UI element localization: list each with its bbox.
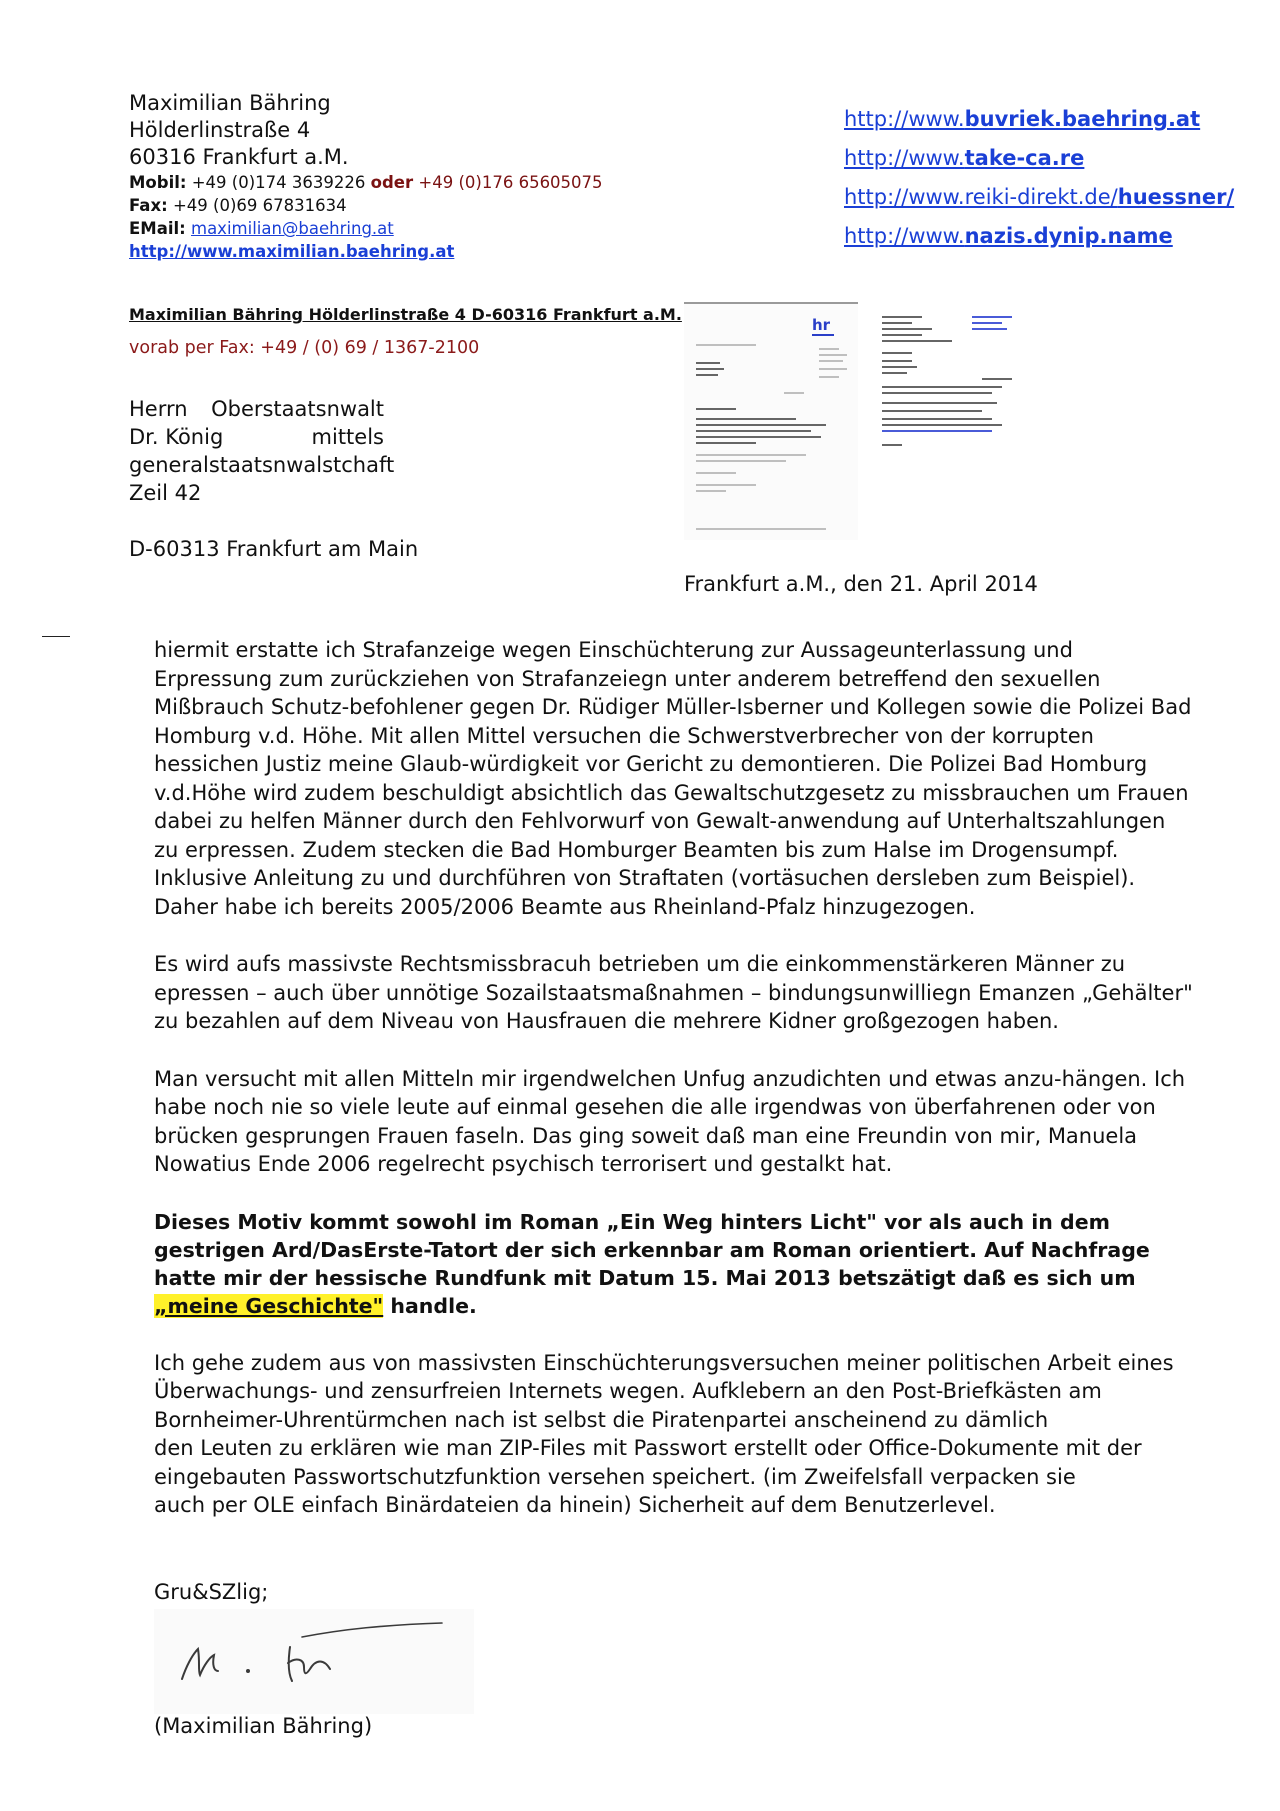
external-links (844, 100, 1234, 256)
recipient-authority: generalstaatsnwalstchaft (129, 453, 395, 477)
sender-street: Hölderlinstraße 4 (129, 118, 311, 142)
body-paragraph-3: Man versucht mit allen Mitteln mir irgendwelchen Unfug anzudichten und etwas anzu-hängen. Ich habe noch nie so viele leute auf einmal gesehen die alle irgendwas von überfahrenen oder von brücken gesprungen Frauen faseln. Das ging soweit daß man eine Freundin von mir, Manuela Nowatius Ende 2006 regelrecht psychisch terrorisert und gestalkt hat. (154, 1066, 1186, 1176)
signature-strokes (154, 1609, 474, 1714)
link-take-care[interactable]: http://www.take-ca.re (844, 146, 1085, 170)
recipient-salutation: Herrn (129, 397, 188, 421)
sender-mobil: Mobil: +49 (0)174 3639226 oder +49 (0)176 65605075 (129, 173, 603, 192)
signature-name: (Maximilian Bähring) (154, 1714, 373, 1738)
body-paragraph-1: hiermit erstatte ich Strafanzeige wegen Einschüchterung zur Aussageunterlassung und Erpressung zum zurückziehen von Strafanzeiegn unter anderem betreffend den sexuellen Mißbrauch Schutz-befohlener gegen Dr. Rüdiger Müller-Isberner und Kollegen sowie die Polizei Bad Homburg v.d. Höhe. Mit allen Mittel versuchen die Schwerstverbrecher von der korrupten hessichen Justiz meine Glaub-würdigkeit vor Gericht zu demontieren. Die Polizei Bad Homburg v.d.Höhe wird zudem beschuldigt absichtlich das Gewaltschutzgesetz zu missbrauchen um Frauen dabei zu helfen Männer durch den Fehlvorwurf von Gewalt-anwendung auf Unterhaltszahlungen zu erpressen. Zudem stecken die Bad Homburger Beamten bis zum Halse im Drogensumpf. Inklusive Anleitung zu und durchführen von Straftaten (vortäsuchen dersleben zum Beispiel). Daher habe ich bereits 2005/2006 Beamte aus Rheinland-Pfalz hinzugezogen. (154, 638, 1192, 919)
letter-body (154, 636, 1194, 1549)
hr-logo: hr (812, 316, 831, 334)
sender-name: Maximilian Bähring (129, 91, 331, 115)
web-link[interactable]: http://www.maximilian.baehring.at (129, 242, 455, 261)
sender-city: 60316 Frankfurt a.M. (129, 145, 349, 169)
link-buvriek[interactable]: http://www.buvriek.baehring.at (844, 107, 1201, 131)
sender-fax: Fax: +49 (0)69 67831634 (129, 196, 347, 215)
recipient-block (129, 395, 395, 507)
embedded-fax-thumbnail (872, 306, 1022, 446)
return-address-line: Maximilian Bähring Hölderlinstraße 4 D-60316 Frankfurt a.M. (129, 305, 682, 324)
recipient-title: Oberstaatsnwalt (211, 397, 384, 421)
body-paragraph-4: Dieses Motiv kommt sowohl im Roman „Ein Weg hinters Licht" vor als auch in dem gestrigen Ard/DasErste-Tatort der sich erkennbar am Roman orientiert. Auf Nachfrage hatte mir der hessische Rundfunk mit Datum 15. Mai 2013 betszätigt daß es sich um „meine Geschichte" handle. (154, 1209, 1150, 1318)
body-paragraph-2: Es wird aufs massivste Rechtsmissbracuh betrieben um die einkommenstärkeren Männer zu epressen – auch über unnötige Sozailstaatsmaßnahmen – bindungsunwilliegn Emanzen „Gehälter" zu bezahlen auf dem Niveau von Hausfrauen die mehrere Kidner großgezogen haben. (154, 952, 1193, 1033)
sender-web (129, 240, 603, 263)
fold-mark (42, 636, 70, 637)
embedded-letter-thumbnail (684, 302, 858, 540)
recipient-city: D-60313 Frankfurt am Main (129, 537, 419, 561)
highlighted-phrase: „meine Geschichte" (154, 1293, 384, 1318)
fax-note: vorab per Fax: +49 / (0) 69 / 1367-2100 (129, 338, 480, 358)
closing: Gru&SZlig; (154, 1580, 269, 1604)
email-link[interactable]: maximilian@baehring.at (191, 219, 394, 238)
signature-image (154, 1609, 474, 1714)
link-nazis[interactable]: http://www.nazis.dynip.name (844, 224, 1173, 248)
letter-date: Frankfurt a.M., den 21. April 2014 (684, 572, 1038, 596)
recipient-street: Zeil 42 (129, 481, 202, 505)
link-reiki[interactable]: http://www.reiki-direkt.de/huessner/ (844, 185, 1235, 209)
recipient-via: mittels (311, 425, 384, 449)
recipient-name: Dr. König (129, 425, 224, 449)
sender-block (129, 90, 603, 263)
body-paragraph-5: Ich gehe zudem aus von massivsten Einschüchterungsversuchen meiner politischen Arbeit eines Überwachungs- und zensurfreien Internets wegen. Aufklebern an den Post-Briefkästen am Bornheimer-Uhrentürmchen nach ist selbst die Piratenpartei anscheinend zu dämlich den Leuten zu erklären wie man ZIP-Files mit Passwort erstellt oder Office-Dokumente mit der eingebauten Passwortschutzfunktion versehen speichert. (im Zweifelsfall verpacken sie auch per OLE einfach Binärdateien da hinein) Sicherheit auf dem Benutzerlevel. (154, 1350, 1174, 1517)
sender-email: EMail: maximilian@baehring.at (129, 219, 394, 238)
